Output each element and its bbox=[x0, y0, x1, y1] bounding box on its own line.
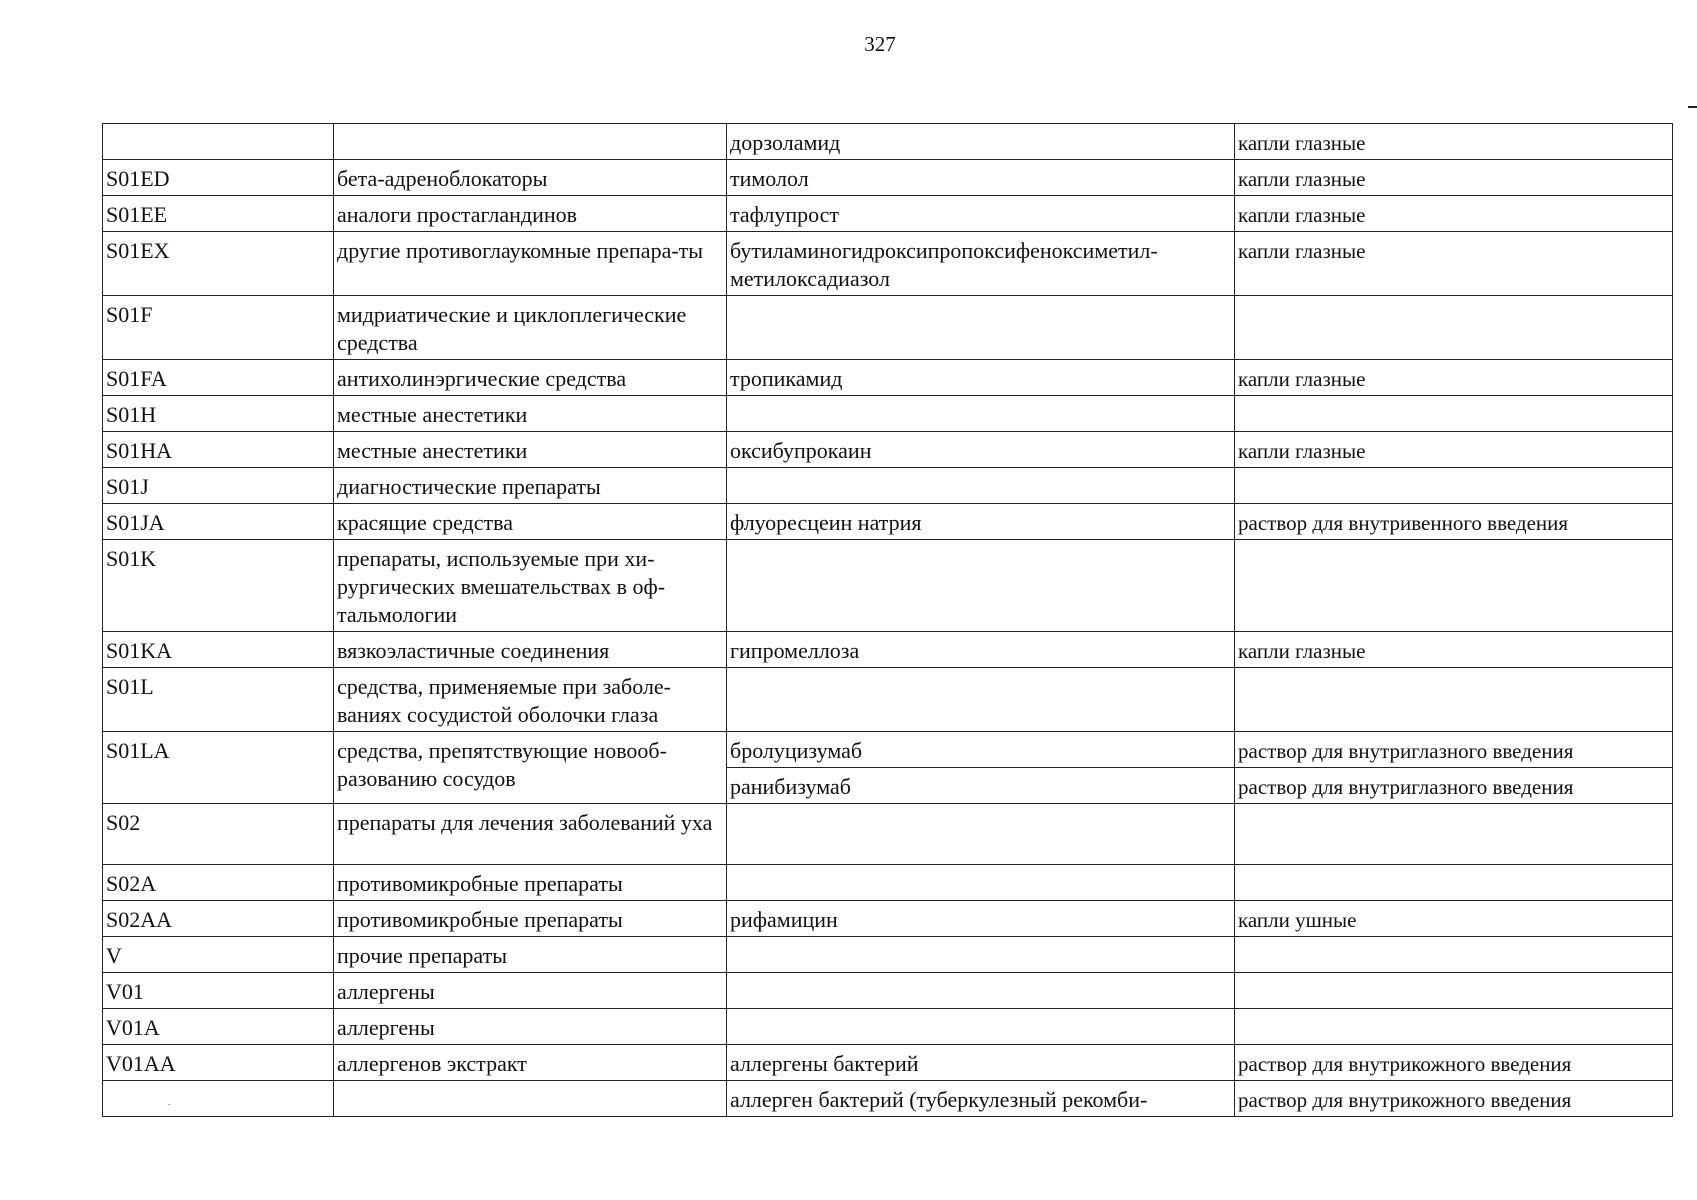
atc-code-cell: V01AA bbox=[103, 1045, 334, 1081]
form-cell: капли глазные bbox=[1235, 432, 1673, 468]
group-cell: аналоги простагландинов bbox=[334, 196, 727, 232]
table-row bbox=[103, 504, 1673, 540]
form-cell: капли глазные bbox=[1235, 232, 1673, 296]
atc-code-cell: S01EE bbox=[103, 196, 334, 232]
drug-cell: рифамицин bbox=[727, 901, 1235, 937]
table-row bbox=[103, 1045, 1673, 1081]
form-cell bbox=[1235, 865, 1673, 901]
table-row bbox=[103, 196, 1673, 232]
form-cell bbox=[1235, 804, 1673, 865]
table-row bbox=[103, 296, 1673, 360]
group-cell bbox=[334, 1081, 727, 1117]
table-row bbox=[103, 973, 1673, 1009]
atc-code-cell: S01KA bbox=[103, 632, 334, 668]
group-cell: другие противоглаукомные препара-ты bbox=[334, 232, 727, 296]
group-cell: бета-адреноблокаторы bbox=[334, 160, 727, 196]
group-cell: местные анестетики bbox=[334, 432, 727, 468]
group-cell: аллергены bbox=[334, 1009, 727, 1045]
form-cell bbox=[1235, 396, 1673, 432]
form-cell: раствор для внутривенного введения bbox=[1235, 504, 1673, 540]
drug-cell: тимолол bbox=[727, 160, 1235, 196]
form-cell bbox=[1235, 973, 1673, 1009]
atc-code-cell: S02 bbox=[103, 804, 334, 865]
form-cell: капли глазные bbox=[1235, 124, 1673, 160]
form-cell: раствор для внутрикожного введения bbox=[1235, 1081, 1673, 1117]
form-cell bbox=[1235, 1009, 1673, 1045]
atc-code-cell: V01 bbox=[103, 973, 334, 1009]
table-row bbox=[103, 732, 1673, 768]
form-cell bbox=[1235, 468, 1673, 504]
drug-cell: ранибизумаб bbox=[727, 768, 1235, 804]
table-row bbox=[103, 540, 1673, 632]
atc-code-cell: S02A bbox=[103, 865, 334, 901]
group-cell: диагностические препараты bbox=[334, 468, 727, 504]
table-row bbox=[103, 865, 1673, 901]
form-cell: капли глазные bbox=[1235, 360, 1673, 396]
group-cell: мидриатические и циклоплегические средства bbox=[334, 296, 727, 360]
drug-cell: тафлупрост bbox=[727, 196, 1235, 232]
drug-cell: оксибупрокаин bbox=[727, 432, 1235, 468]
drug-cell bbox=[727, 804, 1235, 865]
table-row bbox=[103, 1081, 1673, 1117]
drug-cell: гипромеллоза bbox=[727, 632, 1235, 668]
drug-cell bbox=[727, 468, 1235, 504]
form-cell bbox=[1235, 937, 1673, 973]
atc-code-cell: S01K bbox=[103, 540, 334, 632]
atc-code-cell: S01EX bbox=[103, 232, 334, 296]
form-cell: капли глазные bbox=[1235, 160, 1673, 196]
atc-code-cell: S01H bbox=[103, 396, 334, 432]
group-cell: средства, препятствующие новооб-разованию сосудов bbox=[334, 732, 727, 804]
atc-code-cell bbox=[103, 1081, 334, 1117]
drug-cell bbox=[727, 396, 1235, 432]
table-row bbox=[103, 804, 1673, 865]
table-row bbox=[103, 232, 1673, 296]
group-cell: средства, применяемые при заболе-ваниях сосудистой оболочки глаза bbox=[334, 668, 727, 732]
drug-cell: бутиламиногидроксипропоксифеноксиметил-метилоксадиазол bbox=[727, 232, 1235, 296]
atc-code-cell: S01F bbox=[103, 296, 334, 360]
group-cell: местные анестетики bbox=[334, 396, 727, 432]
group-cell: противомикробные препараты bbox=[334, 901, 727, 937]
form-cell bbox=[1235, 540, 1673, 632]
drug-cell bbox=[727, 296, 1235, 360]
group-cell: препараты, используемые при хи-рургических вмешательствах в оф-тальмологии bbox=[334, 540, 727, 632]
drug-cell: аллерген бактерий (туберкулезный рекомби- bbox=[727, 1081, 1235, 1117]
table-row bbox=[103, 1009, 1673, 1045]
form-cell: раствор для внутриглазного введения bbox=[1235, 768, 1673, 804]
atc-code-cell: S01JA bbox=[103, 504, 334, 540]
atc-code-cell bbox=[103, 124, 334, 160]
drug-cell bbox=[727, 668, 1235, 732]
table-row bbox=[103, 937, 1673, 973]
form-cell: капли ушные bbox=[1235, 901, 1673, 937]
group-cell: антихолинэргические средства bbox=[334, 360, 727, 396]
table-row bbox=[103, 432, 1673, 468]
table-row bbox=[103, 360, 1673, 396]
form-cell: капли глазные bbox=[1235, 196, 1673, 232]
atc-code-cell: S01L bbox=[103, 668, 334, 732]
drug-cell: флуоресцеин натрия bbox=[727, 504, 1235, 540]
form-cell: раствор для внутрикожного введения bbox=[1235, 1045, 1673, 1081]
table-row bbox=[103, 160, 1673, 196]
drug-cell: аллергены бактерий bbox=[727, 1045, 1235, 1081]
drug-cell: бролуцизумаб bbox=[727, 732, 1235, 768]
group-cell: красящие средства bbox=[334, 504, 727, 540]
table-row bbox=[103, 468, 1673, 504]
group-cell: аллергенов экстракт bbox=[334, 1045, 727, 1081]
drug-cell bbox=[727, 865, 1235, 901]
drug-cell: тропикамид bbox=[727, 360, 1235, 396]
table-row bbox=[103, 396, 1673, 432]
atc-code-cell: S01J bbox=[103, 468, 334, 504]
group-cell: препараты для лечения заболеваний уха bbox=[334, 804, 727, 865]
drug-cell bbox=[727, 1009, 1235, 1045]
group-cell bbox=[334, 124, 727, 160]
atc-code-cell: S01LA bbox=[103, 732, 334, 804]
form-cell bbox=[1235, 296, 1673, 360]
edge-mark bbox=[1688, 106, 1697, 108]
atc-code-cell: S02AA bbox=[103, 901, 334, 937]
group-cell: прочие препараты bbox=[334, 937, 727, 973]
form-cell bbox=[1235, 668, 1673, 732]
page-number: 327 bbox=[864, 32, 896, 56]
atc-code-cell: V bbox=[103, 937, 334, 973]
form-cell: раствор для внутриглазного введения bbox=[1235, 732, 1673, 768]
table-row bbox=[103, 632, 1673, 668]
drug-cell: дорзоламид bbox=[727, 124, 1235, 160]
atc-code-cell: S01HA bbox=[103, 432, 334, 468]
group-cell: аллергены bbox=[334, 973, 727, 1009]
drug-cell bbox=[727, 937, 1235, 973]
group-cell: противомикробные препараты bbox=[334, 865, 727, 901]
table-row bbox=[103, 124, 1673, 160]
group-cell: вязкоэластичные соединения bbox=[334, 632, 727, 668]
table-row bbox=[103, 668, 1673, 732]
atc-code-cell: V01A bbox=[103, 1009, 334, 1045]
atc-code-cell: S01ED bbox=[103, 160, 334, 196]
drug-cell bbox=[727, 540, 1235, 632]
drug-cell bbox=[727, 973, 1235, 1009]
drug-classification-table bbox=[102, 123, 1673, 1117]
atc-code-cell: S01FA bbox=[103, 360, 334, 396]
table-row bbox=[103, 901, 1673, 937]
form-cell: капли глазные bbox=[1235, 632, 1673, 668]
